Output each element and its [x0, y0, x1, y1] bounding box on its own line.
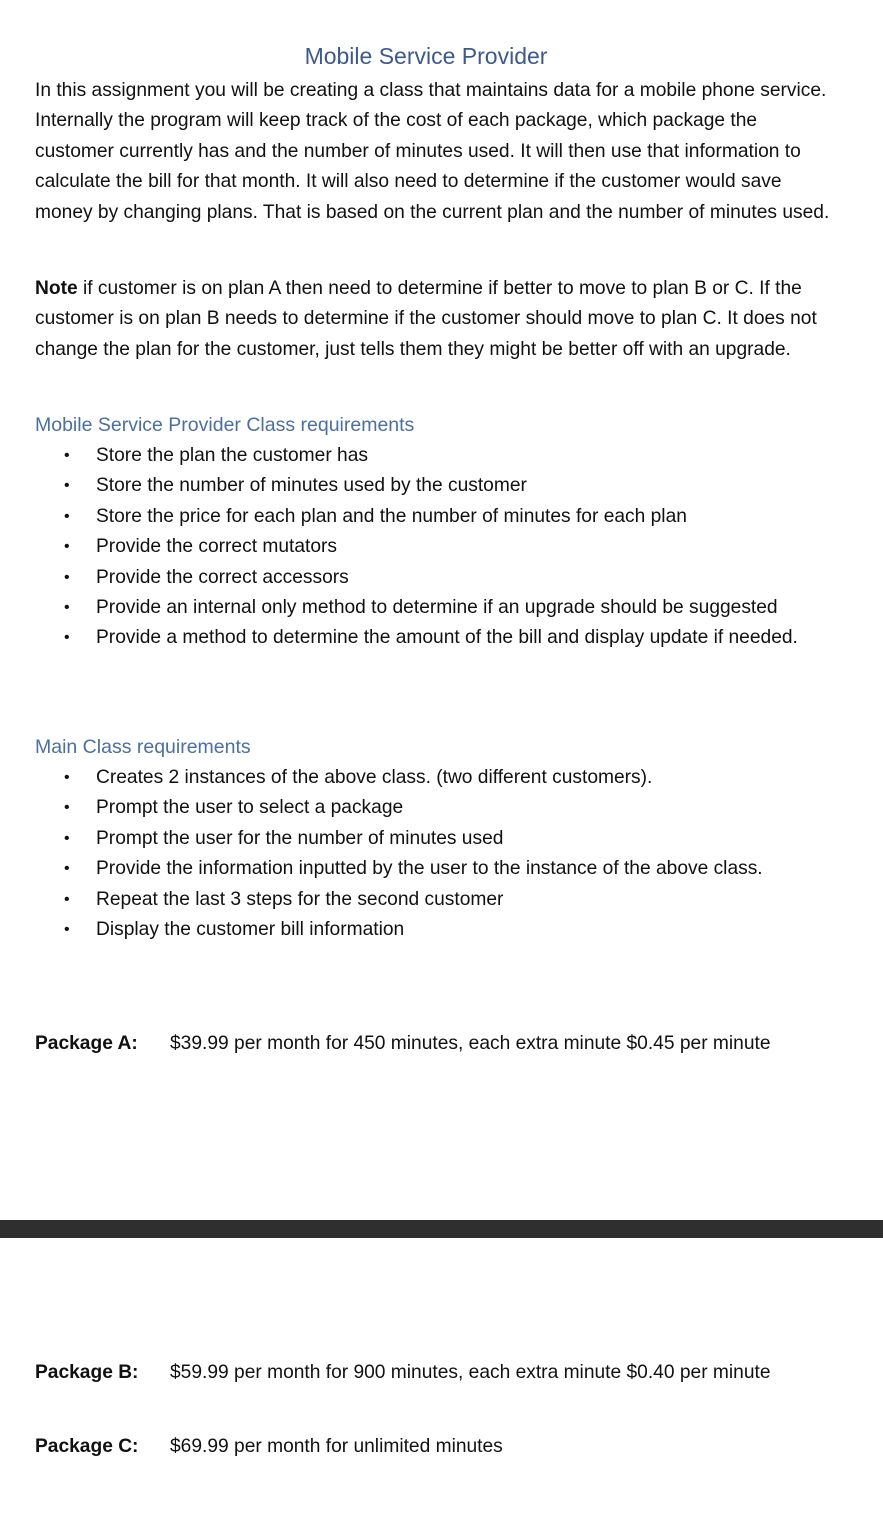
- bullet-icon: •: [64, 568, 70, 586]
- bullet-icon: •: [64, 538, 70, 556]
- package-label: Package A:: [35, 1033, 138, 1054]
- bullet-icon: •: [64, 921, 70, 939]
- bullet-icon: •: [64, 599, 70, 617]
- bullet-icon: •: [64, 769, 70, 786]
- list-item-text: Store the plan the customer has: [96, 445, 368, 466]
- bullet-icon: •: [64, 860, 70, 878]
- list-item-text: Repeat the last 3 steps for the second customer: [96, 888, 504, 910]
- list-item-text: Store the number of minutes used by the customer: [96, 475, 527, 497]
- list-item: [35, 532, 835, 562]
- list-item-text: Prompt the user for the number of minutes used: [96, 827, 504, 849]
- main-requirements-heading: Main Class requirements: [35, 736, 251, 758]
- list-item-text: Prompt the user to select a package: [96, 797, 404, 819]
- list-item: [35, 593, 835, 623]
- document-title: Mobile Service Provider: [304, 43, 548, 69]
- list-item: [35, 763, 835, 793]
- note-text: if customer is on plan A then need to determine if better to move to plan B or C. If the customer is on plan B needs to determine if the customer should move to plan C. It does not change the plan for the customer, just tells them they might be better off with an upgrade.: [35, 278, 817, 360]
- list-item-text: Provide an internal only method to determine if an upgrade should be suggested: [96, 597, 778, 619]
- list-item: [35, 441, 835, 471]
- list-item-text: Provide the correct accessors: [96, 566, 349, 588]
- list-item: [35, 793, 835, 823]
- list-item-text: Provide the information inputted by the user to the instance of the above class.: [96, 858, 763, 880]
- list-item: [35, 915, 835, 945]
- list-item: [35, 824, 835, 854]
- bullet-icon: •: [64, 507, 70, 525]
- list-item: [35, 471, 835, 501]
- list-item-text: Store the price for each plan and the number of minutes for each plan: [96, 505, 687, 527]
- package-description: $59.99 per month for 900 minutes, each extra minute $0.40 per minute: [170, 1362, 771, 1383]
- bullet-icon: •: [64, 890, 70, 908]
- list-item-text: Provide the correct mutators: [96, 536, 338, 558]
- page-break-divider: [0, 1220, 883, 1238]
- main-requirements-list: [35, 763, 835, 945]
- intro-paragraph: In this assignment you will be creating a class that maintains data for a mobile phone service. Internally the program will keep track of the cost of each package, which package the customer currently has and the number of minutes used. It will then use that information to calculate the bill for that month. It will also need to determine if the customer would save money by changing plans. That is based on the current plan and the number of minutes used.: [35, 80, 830, 223]
- list-item: [35, 885, 835, 915]
- package-label: Package B:: [35, 1362, 139, 1383]
- package-description: $39.99 per month for 450 minutes, each extra minute $0.45 per minute: [170, 1033, 771, 1054]
- note-label: Note: [35, 278, 78, 299]
- note-paragraph: [35, 274, 835, 365]
- list-item: [35, 623, 835, 653]
- list-item: [35, 854, 835, 884]
- bullet-icon: •: [64, 477, 70, 495]
- bullet-icon: •: [64, 629, 70, 647]
- list-item: [35, 563, 835, 593]
- package-label: Package C:: [35, 1436, 139, 1457]
- list-item-text: Creates 2 instances of the above class. (two different customers).: [96, 767, 653, 788]
- list-item-text: Display the customer bill information: [96, 919, 405, 941]
- msp-requirements-list: [35, 441, 835, 654]
- list-item: [35, 502, 835, 532]
- bullet-icon: •: [64, 799, 70, 817]
- list-item-text: Provide a method to determine the amount of the bill and display update if needed.: [96, 627, 798, 649]
- bullet-icon: •: [64, 447, 70, 464]
- bullet-icon: •: [64, 829, 70, 847]
- package-description: $69.99 per month for unlimited minutes: [170, 1436, 503, 1457]
- msp-requirements-heading: Mobile Service Provider Class requirements: [35, 414, 415, 436]
